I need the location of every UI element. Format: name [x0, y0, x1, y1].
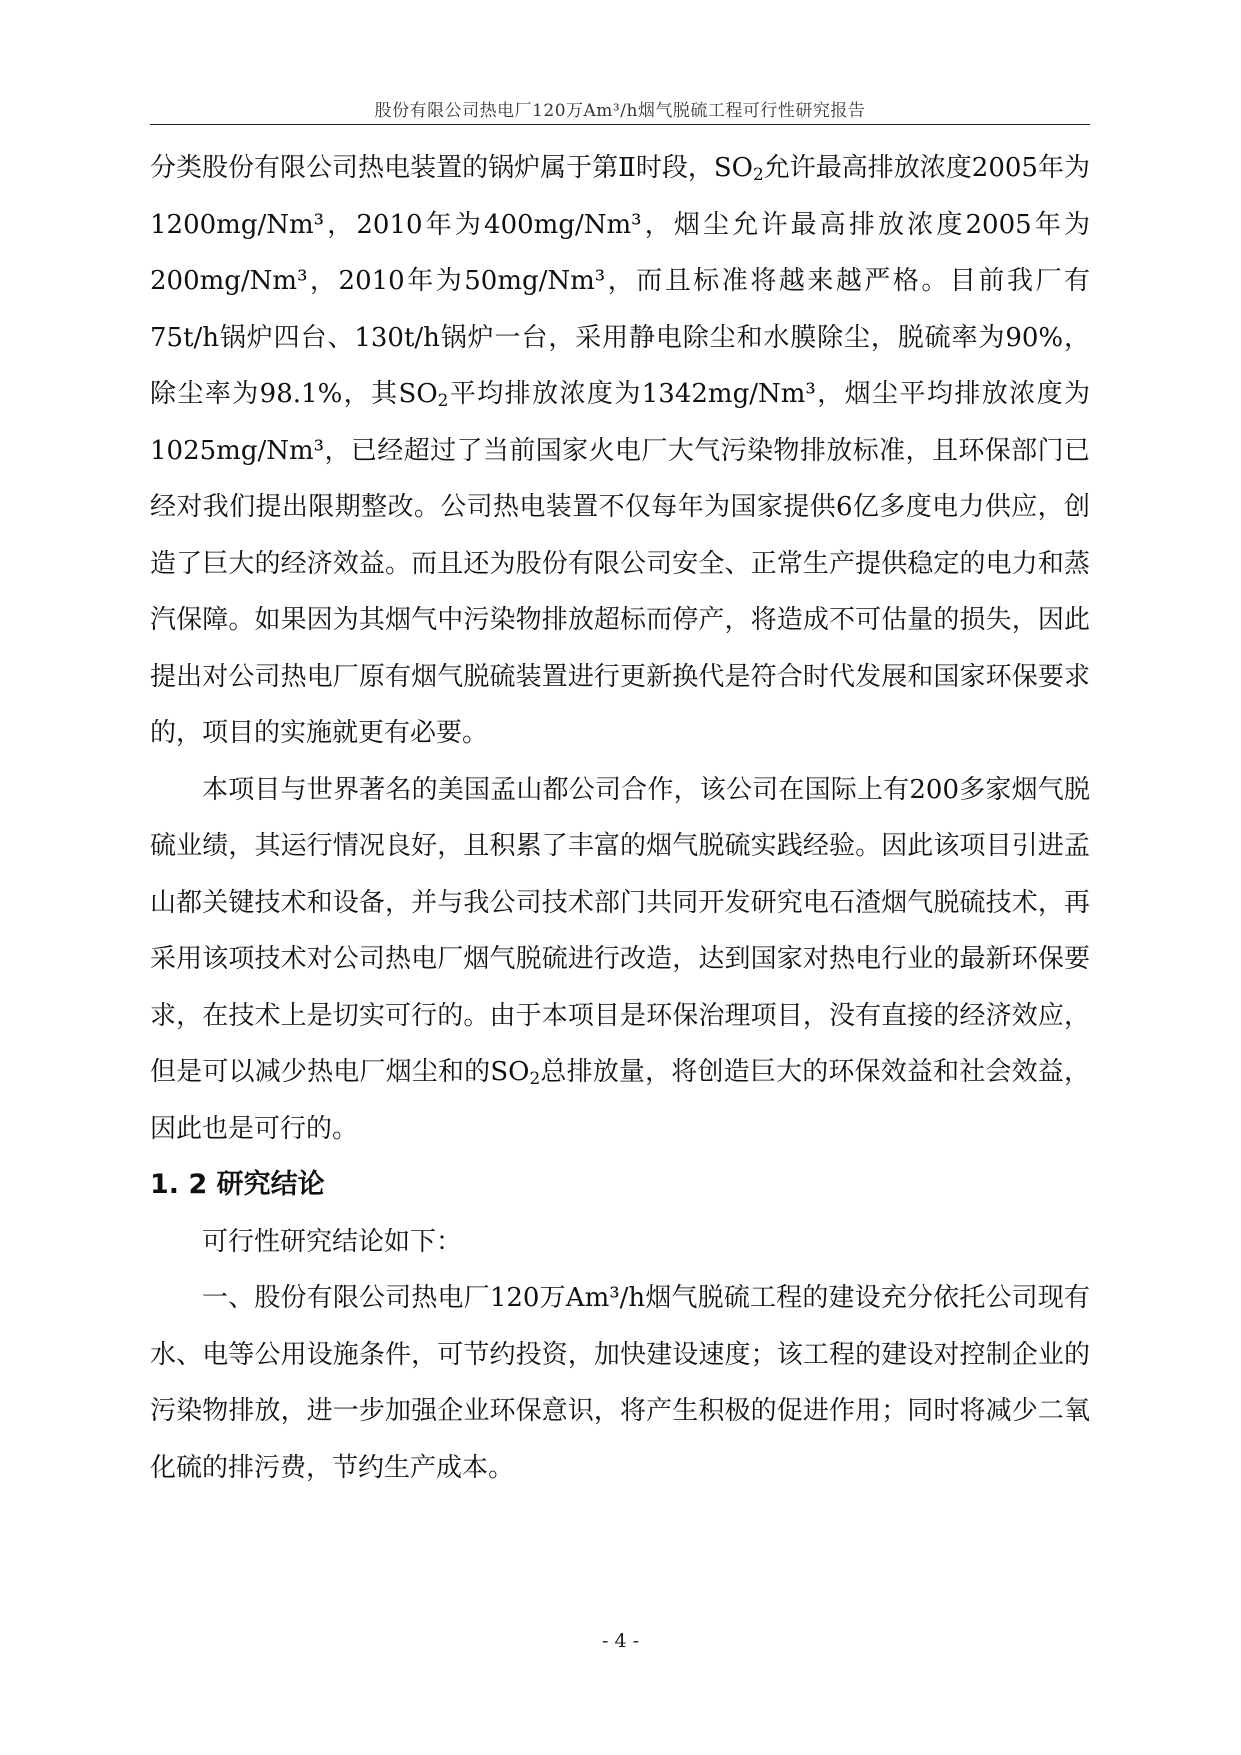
paragraph-conclusion-one: 一、股份有限公司热电厂120万Am³/h烟气脱硫工程的建设充分依托公司现有水、电等公用设施条件，可节约投资，加快建设速度；该工程的建设对控制企业的污染物排放，进一步加强企业环保意识，将产生积极的促进作用；同时将减少二氧化硫的排污费，节约生产成本。	[150, 1283, 1090, 1483]
paragraph-emission-standards	[150, 140, 1090, 762]
paragraph-text: 分类股份有限公司热电装置的锅炉属于第Ⅱ时段，SO	[150, 153, 753, 183]
subscript: 2	[529, 1068, 541, 1089]
document-body	[150, 140, 1090, 1496]
section-heading-conclusion: 1. 2 研究结论	[150, 1169, 325, 1200]
page-number: - 4 -	[601, 1630, 639, 1652]
paragraph-text: 允许最高排放浓度2005年为1200mg/Nm³，2010年为400mg/Nm³，烟尘允许最高排放浓度2005年为200mg/Nm³，2010年为50mg/Nm³，而且标准将越来越严格。目前我厂有75t/h锅炉四台、130t/h锅炉一台，采用静电除尘和水膜除尘，脱硫率为90%，除尘率为98.1%，其SO	[150, 153, 1090, 409]
paragraph-monsanto-cooperation	[150, 762, 1090, 1158]
subscript: 2	[752, 164, 764, 185]
header-divider	[150, 124, 1090, 125]
paragraph-conclusion-intro: 可行性研究结论如下：	[202, 1226, 463, 1257]
paragraph-text: 总排放量，将创造巨大的环保效益和社会效益，因此也是可行的。	[150, 1057, 1090, 1144]
paragraph-text: 本项目与世界著名的美国孟山都公司合作，该公司在国际上有200多家烟气脱硫业绩，其运行情况良好，且积累了丰富的烟气脱硫实践经验。因此该项目引进孟山都关键技术和设备，并与我公司技术部门共同开发研究电石渣烟气脱硫技术，再采用该项技术对公司热电厂烟气脱硫进行改造，达到国家对热电行业的最新环保要求，在技术上是切实可行的。由于本项目是环保治理项目，没有直接的经济效应，但是可以减少热电厂烟尘和的SO	[150, 774, 1090, 1087]
page-header-title: 股份有限公司热电厂120万Am³/h烟气脱硫工程可行性研究报告	[374, 101, 866, 121]
subscript: 2	[437, 390, 449, 411]
paragraph-text: 平均排放浓度为1342mg/Nm³，烟尘平均排放浓度为1025mg/Nm³，已经超过了当前国家火电厂大气污染物排放标准，且环保部门已经对我们提出限期整改。公司热电装置不仅每年为国家提供6亿多度电力供应，创造了巨大的经济效益。而且还为股份有限公司安全、正常生产提供稳定的电力和蒸汽保障。如果因为其烟气中污染物排放超标而停产，将造成不可估量的损失，因此提出对公司热电厂原有烟气脱硫装置进行更新换代是符合时代发展和国家环保要求的，项目的实施就更有必要。	[150, 379, 1090, 748]
